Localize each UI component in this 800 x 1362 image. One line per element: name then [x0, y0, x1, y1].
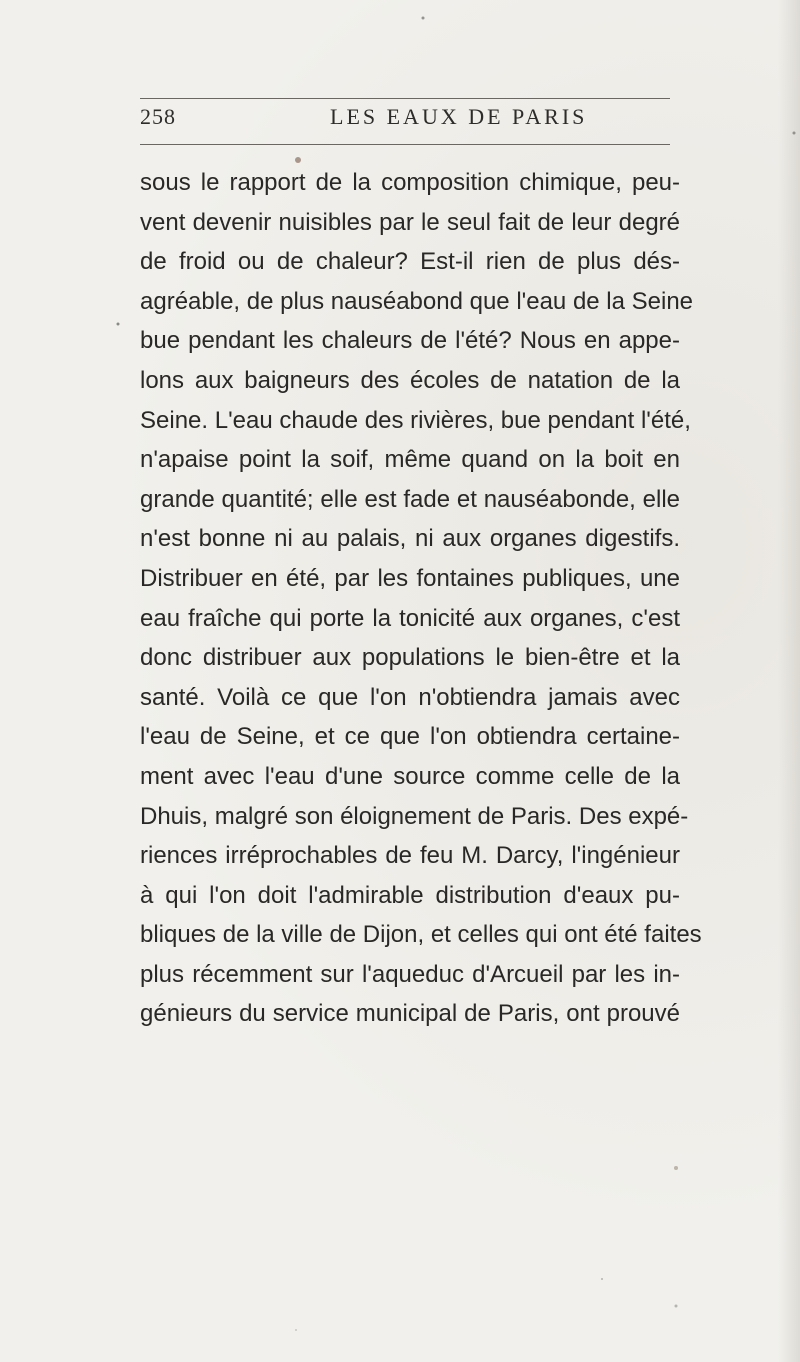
text-line: vent devenir nuisibles par le seul fait de leur degré — [140, 208, 680, 236]
text-line: génieurs du service municipal de Paris, ont prouvé — [140, 1000, 680, 1028]
speck — [295, 157, 301, 163]
page-number: 258 — [140, 104, 176, 129]
text-line: à qui l'on doit l'admirable distribution d'eaux pu- — [140, 881, 680, 909]
speck — [675, 1305, 678, 1308]
text-line: grande quantité; elle est fade et nauséabonde, elle — [140, 485, 680, 513]
text-line: de froid ou de chaleur? Est-il rien de plus dés- — [140, 248, 680, 276]
text-line: eau fraîche qui porte la tonicité aux organes, c'est — [140, 604, 680, 632]
speck — [601, 1278, 603, 1280]
text-line: santé. Voilà ce que l'on n'obtiendra jamais avec — [140, 683, 680, 711]
text-line: plus récemment sur l'aqueduc d'Arcueil par les in- — [140, 960, 680, 988]
text-line: bliques de la ville de Dijon, et celles qui ont été faites — [140, 921, 702, 949]
text-line: Seine. L'eau chaude des rivières, bue pendant l'été, — [140, 406, 691, 434]
text-line: l'eau de Seine, et ce que l'on obtiendra certaine- — [140, 723, 680, 751]
speck — [295, 1329, 297, 1331]
text-line: agréable, de plus nauséabond que l'eau de la Seine — [140, 287, 694, 315]
running-title: LES EAUX DE PARIS — [330, 104, 588, 129]
speck — [674, 1166, 678, 1170]
speck — [117, 323, 120, 326]
text-line: n'apaise point la soif, même quand on la boit en — [140, 446, 680, 474]
text-line: lons aux baigneurs des écoles de natation de la — [140, 366, 680, 394]
text-line: riences irréprochables de feu M. Darcy, l'ingénieur — [140, 842, 680, 870]
text-line: bue pendant les chaleurs de l'été? Nous en appe- — [140, 327, 680, 355]
text-line: donc distribuer aux populations le bien-être et la — [140, 644, 680, 672]
speck — [422, 17, 425, 20]
text-line: n'est bonne ni au palais, ni aux organes digestifs. — [140, 525, 680, 553]
speck — [793, 132, 796, 135]
text-line: ment avec l'eau d'une source comme celle de la — [140, 762, 680, 790]
text-line: Dhuis, malgré son éloignement de Paris. Des expé- — [140, 802, 689, 830]
text-line: sous le rapport de la composition chimique, peu- — [140, 169, 680, 196]
text-line: Distribuer en été, par les fontaines publiques, une — [140, 564, 680, 592]
